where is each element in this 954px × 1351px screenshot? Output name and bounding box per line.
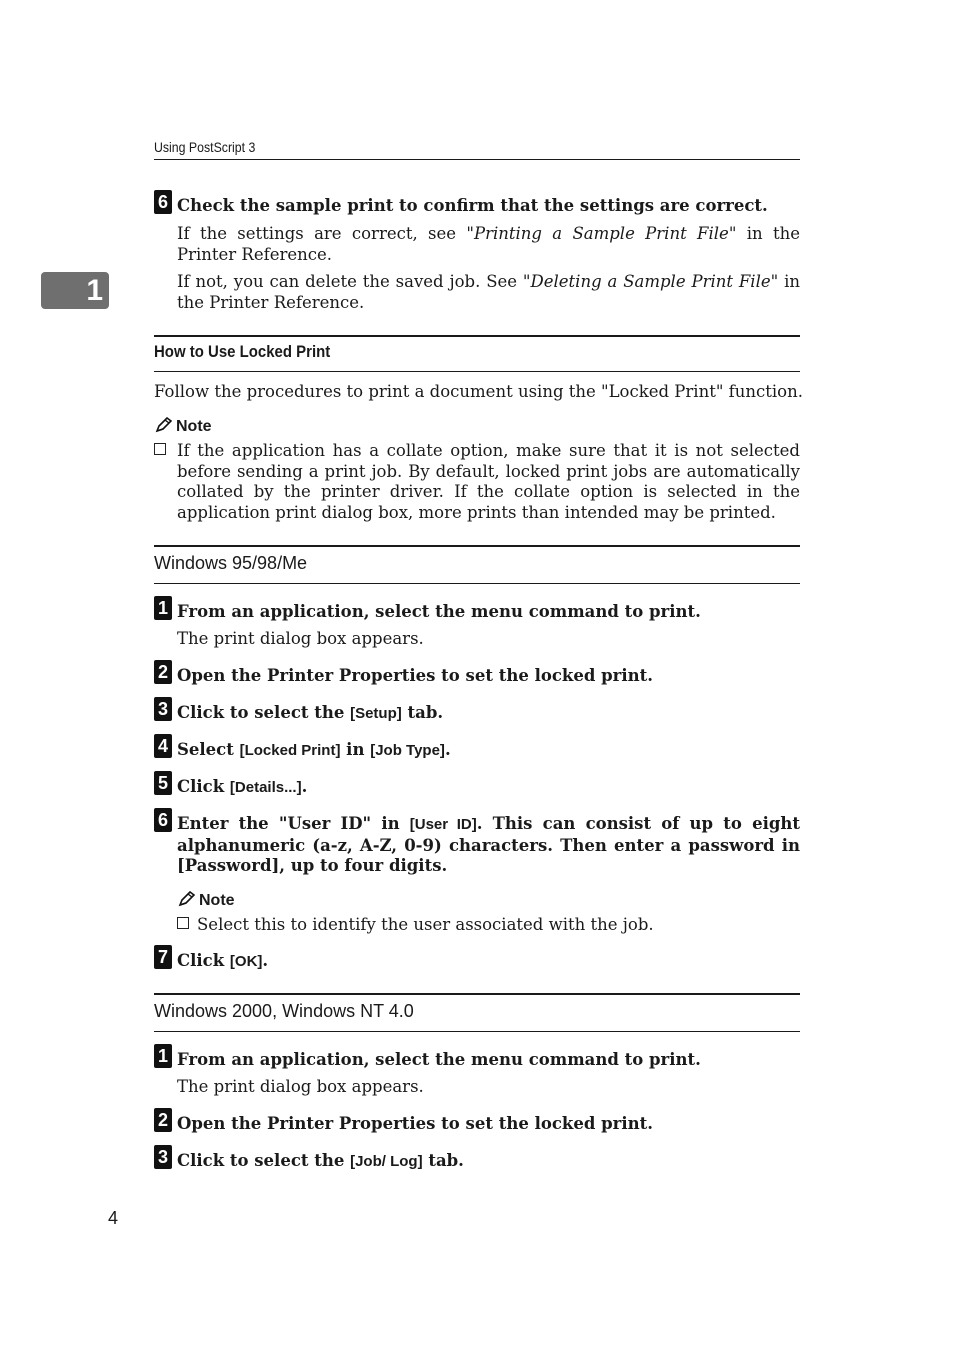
checkbox-bullet-icon xyxy=(177,915,197,934)
section-rule-bottom xyxy=(154,583,800,584)
ui-label: [Locked Print] xyxy=(239,742,341,759)
step-title: Open the Printer Properties to set the locked print. xyxy=(177,1114,653,1133)
note-text: Select this to identify the user associated with the job. xyxy=(197,915,654,934)
note-label: Note xyxy=(176,418,212,435)
step-number-badge: 6 xyxy=(154,190,172,214)
note-label: Note xyxy=(199,892,235,909)
note-heading xyxy=(154,416,212,436)
step-title: From an application, select the menu command to print. xyxy=(177,1050,701,1069)
step-title: Click to select the [Job/ Log] tab. xyxy=(177,1151,464,1170)
step-paragraph: If the settings are correct, see "Printing a Sample Print File" in the Printer Reference. xyxy=(177,224,800,264)
section-rule-top xyxy=(154,335,800,337)
section-rule-bottom xyxy=(154,371,800,372)
running-header: Using PostScript 3 xyxy=(154,139,256,155)
ui-label: [User ID] xyxy=(409,816,477,833)
note-item xyxy=(177,915,800,936)
step-number-badge: 3 xyxy=(154,1145,172,1169)
section-intro: Follow the procedures to print a document using the "Locked Print" function. xyxy=(154,382,803,401)
step-title: Click to select the [Setup] tab. xyxy=(177,703,444,722)
step-number-badge: 5 xyxy=(154,771,172,795)
section-heading: How to Use Locked Print xyxy=(154,342,331,361)
step-paragraph: The print dialog box appears. xyxy=(177,1077,424,1096)
step-number-badge: 2 xyxy=(154,660,172,684)
step-paragraph: The print dialog box appears. xyxy=(177,629,424,648)
checkbox-bullet-icon xyxy=(154,441,174,462)
section-rule-top xyxy=(154,993,800,995)
ui-label: [OK] xyxy=(229,953,263,970)
header-rule xyxy=(154,159,800,160)
chapter-tab xyxy=(41,272,109,309)
ui-label: [Job/ Log] xyxy=(350,1153,423,1170)
step-title: Select [Locked Print] in [Job Type]. xyxy=(177,740,451,759)
reference-title: Deleting a Sample Print File xyxy=(530,272,771,291)
note-item xyxy=(154,441,800,523)
subsection-heading: Windows 95/98/Me xyxy=(154,553,308,573)
step-title: Open the Printer Properties to set the locked print. xyxy=(177,666,653,685)
step-number-badge: 4 xyxy=(154,734,172,758)
step-title: Click [Details...]. xyxy=(177,777,308,796)
step-number-badge: 6 xyxy=(154,808,172,832)
section-rule-bottom xyxy=(154,1031,800,1032)
note-heading xyxy=(177,890,235,910)
step-number-badge: 1 xyxy=(154,1044,172,1068)
note-text: If the application has a collate option, make sure that it is not selected before sending a print job. By default, locked print jobs are automatically collated by the printer driver. If the collate option is selected in the application print dialog box, more prints than intended may be printed. xyxy=(177,441,800,522)
step-title: Check the sample print to confirm that the settings are correct. xyxy=(177,196,768,215)
step-number-badge: 7 xyxy=(154,945,172,969)
reference-title: Printing a Sample Print File xyxy=(473,224,729,243)
step-number-badge: 1 xyxy=(154,596,172,620)
pencil-icon xyxy=(177,891,195,907)
step-number-badge: 2 xyxy=(154,1108,172,1132)
page-number: 4 xyxy=(108,1208,119,1228)
step-title: Click [OK]. xyxy=(177,951,269,970)
ui-label: [Setup] xyxy=(350,705,402,722)
step-title: Enter the "User ID" in [User ID]. This can consist of up to eight alphanumeric (a-z, A-Z, 0-9) characters. Then enter a password in [Password], up to four digits. xyxy=(177,814,800,875)
step-paragraph: If not, you can delete the saved job. See "Deleting a Sample Print File" in the Printer Reference. xyxy=(177,272,801,312)
section-rule-top xyxy=(154,545,800,547)
pencil-icon xyxy=(154,417,172,433)
step-title: From an application, select the menu command to print. xyxy=(177,602,701,621)
chapter-number: 1 xyxy=(86,274,103,307)
ui-label: [Details...] xyxy=(229,779,302,796)
ui-label: [Job Type] xyxy=(370,742,445,759)
step-number-badge: 3 xyxy=(154,697,172,721)
subsection-heading: Windows 2000, Windows NT 4.0 xyxy=(154,1001,414,1021)
